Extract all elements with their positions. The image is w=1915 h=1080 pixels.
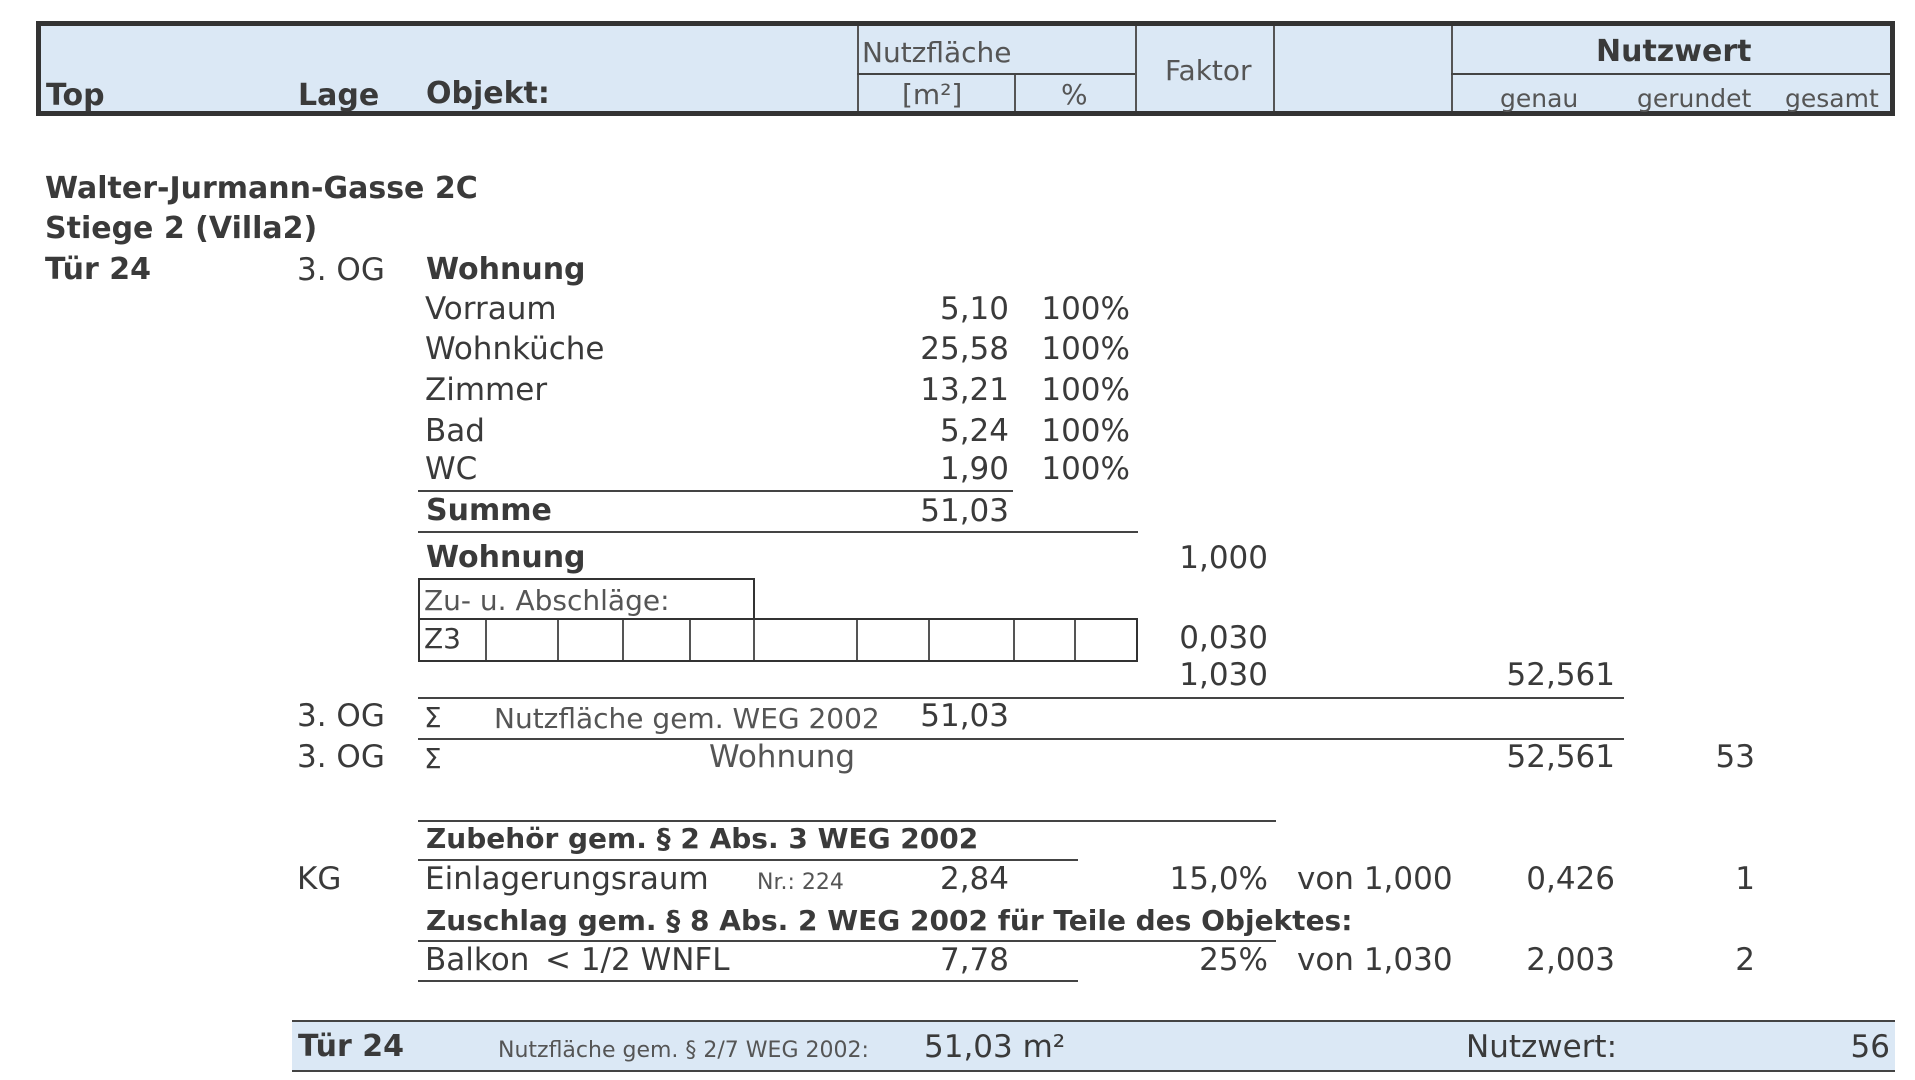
- header-divider: [1014, 75, 1016, 111]
- zuschlag-heading: Zuschlag gem. § 8 Abs. 2 WEG 2002 für Teile des Objektes:: [426, 904, 1353, 937]
- header-divider: [857, 26, 859, 111]
- header-gesamt: gesamt: [1785, 84, 1879, 113]
- zuschlag-pct: 25%: [1199, 942, 1268, 978]
- summe-rule: [418, 490, 1013, 492]
- room-area: 25,58: [920, 331, 1009, 367]
- header-divider: [857, 73, 1135, 75]
- z3-grid-cell: [928, 620, 930, 660]
- unit-floor: 3. OG: [297, 252, 385, 288]
- header-m2: [m²]: [902, 78, 963, 111]
- z3-grid-cell: [856, 620, 858, 660]
- zuschlag-cond: < 1/2 WNFL: [545, 942, 730, 978]
- footer-nf-value: 51,03 m²: [924, 1029, 1066, 1065]
- room-name: WC: [425, 451, 478, 487]
- zuschlag-name: Balkon: [425, 942, 530, 978]
- zuschlag-genau: 2,003: [1526, 942, 1615, 978]
- room-area: 5,24: [939, 413, 1009, 449]
- sum1-label: Nutzfläche gem. WEG 2002: [494, 702, 880, 735]
- sum2-genau: 52,561: [1506, 739, 1615, 775]
- z3-grid: [418, 618, 1138, 662]
- room-pct: 100%: [1041, 413, 1130, 449]
- total-genau: 52,561: [1506, 657, 1615, 693]
- header-divider: [1273, 26, 1275, 111]
- z3-value: 0,030: [1179, 620, 1268, 656]
- zubehoer-von: von 1,000: [1297, 861, 1453, 897]
- sum1-value: 51,03: [920, 698, 1009, 734]
- summe-rule: [418, 531, 1138, 533]
- room-name: Zimmer: [425, 372, 548, 408]
- header-nutzwert: Nutzwert: [1596, 34, 1752, 69]
- zubehoer-floor: KG: [297, 861, 342, 897]
- z3-grid-cell: [1013, 620, 1015, 660]
- zubehoer-gesamt: 1: [1735, 861, 1755, 897]
- z3-grid-cell: [753, 620, 755, 660]
- sum1-floor: 3. OG: [297, 698, 385, 734]
- room-pct: 100%: [1041, 291, 1130, 327]
- zubehoer-heading: Zubehör gem. § 2 Abs. 3 WEG 2002: [426, 822, 979, 855]
- address-stiege: Stiege 2 (Villa2): [45, 211, 318, 246]
- room-name: Bad: [425, 413, 485, 449]
- zuschlag-von: von 1,030: [1297, 942, 1453, 978]
- room-pct: 100%: [1041, 331, 1130, 367]
- header-divider: [1451, 26, 1453, 111]
- zubehoer-area: 2,84: [939, 861, 1009, 897]
- wohnung-faktor: 1,000: [1179, 540, 1268, 576]
- header-gerundet: gerundet: [1637, 84, 1752, 113]
- zubehoer-pct: 15,0%: [1169, 861, 1268, 897]
- header-genau: genau: [1500, 84, 1579, 113]
- room-pct: 100%: [1041, 372, 1130, 408]
- footer-tuer: Tür 24: [298, 1029, 404, 1064]
- room-area: 1,90: [939, 451, 1009, 487]
- footer-nf-label: Nutzfläche gem. § 2/7 WEG 2002:: [498, 1038, 869, 1063]
- header-lage: Lage: [298, 78, 380, 113]
- zuschlag-gesamt: 2: [1735, 942, 1755, 978]
- header-top: Top: [46, 78, 105, 113]
- zubehoer-name: Einlagerungsraum: [425, 861, 709, 897]
- room-name: Wohnküche: [425, 331, 605, 367]
- room-area: 5,10: [939, 291, 1009, 327]
- unit-type: Wohnung: [426, 252, 586, 287]
- header-percent: %: [1061, 78, 1088, 111]
- summe-label: Summe: [426, 493, 552, 528]
- footer-nw-value: 56: [1850, 1029, 1890, 1065]
- total-rule: [418, 697, 1624, 699]
- room-area: 13,21: [920, 372, 1009, 408]
- header-faktor: Faktor: [1165, 54, 1252, 87]
- z3-grid-cell: [557, 620, 559, 660]
- sum2-label: Wohnung: [709, 739, 856, 775]
- footer-nw-label: Nutzwert:: [1466, 1029, 1618, 1065]
- summe-value: 51,03: [920, 493, 1009, 529]
- room-pct: 100%: [1041, 451, 1130, 487]
- sum1-sigma: Σ: [424, 701, 442, 734]
- sum2-sigma: Σ: [424, 742, 442, 775]
- z3-grid-cell: [622, 620, 624, 660]
- sum-rule: [418, 738, 1624, 740]
- zuschlag-area: 7,78: [939, 942, 1009, 978]
- header-divider: [1135, 26, 1137, 111]
- sum2-floor: 3. OG: [297, 739, 385, 775]
- z3-grid-cell: [1074, 620, 1076, 660]
- z3-grid-cell: [485, 620, 487, 660]
- header-nutzflaeche: Nutzfläche: [862, 36, 1012, 69]
- room-name: Vorraum: [425, 291, 557, 327]
- header-divider: [1451, 73, 1890, 75]
- zuab-label: Zu- u. Abschläge:: [424, 584, 670, 617]
- sum2-gesamt: 53: [1715, 739, 1755, 775]
- z3-grid-cell: [689, 620, 691, 660]
- address-tuer: Tür 24: [45, 252, 151, 287]
- header-objekt: Objekt:: [426, 76, 550, 111]
- address-street: Walter-Jurmann-Gasse 2C: [45, 171, 478, 206]
- z3-label: Z3: [424, 622, 461, 655]
- total-faktor: 1,030: [1179, 657, 1268, 693]
- zubehoer-genau: 0,426: [1526, 861, 1615, 897]
- zuschlag-rule: [418, 980, 1078, 982]
- zubehoer-nr: Nr.: 224: [757, 870, 844, 895]
- wohnung-label: Wohnung: [426, 540, 586, 575]
